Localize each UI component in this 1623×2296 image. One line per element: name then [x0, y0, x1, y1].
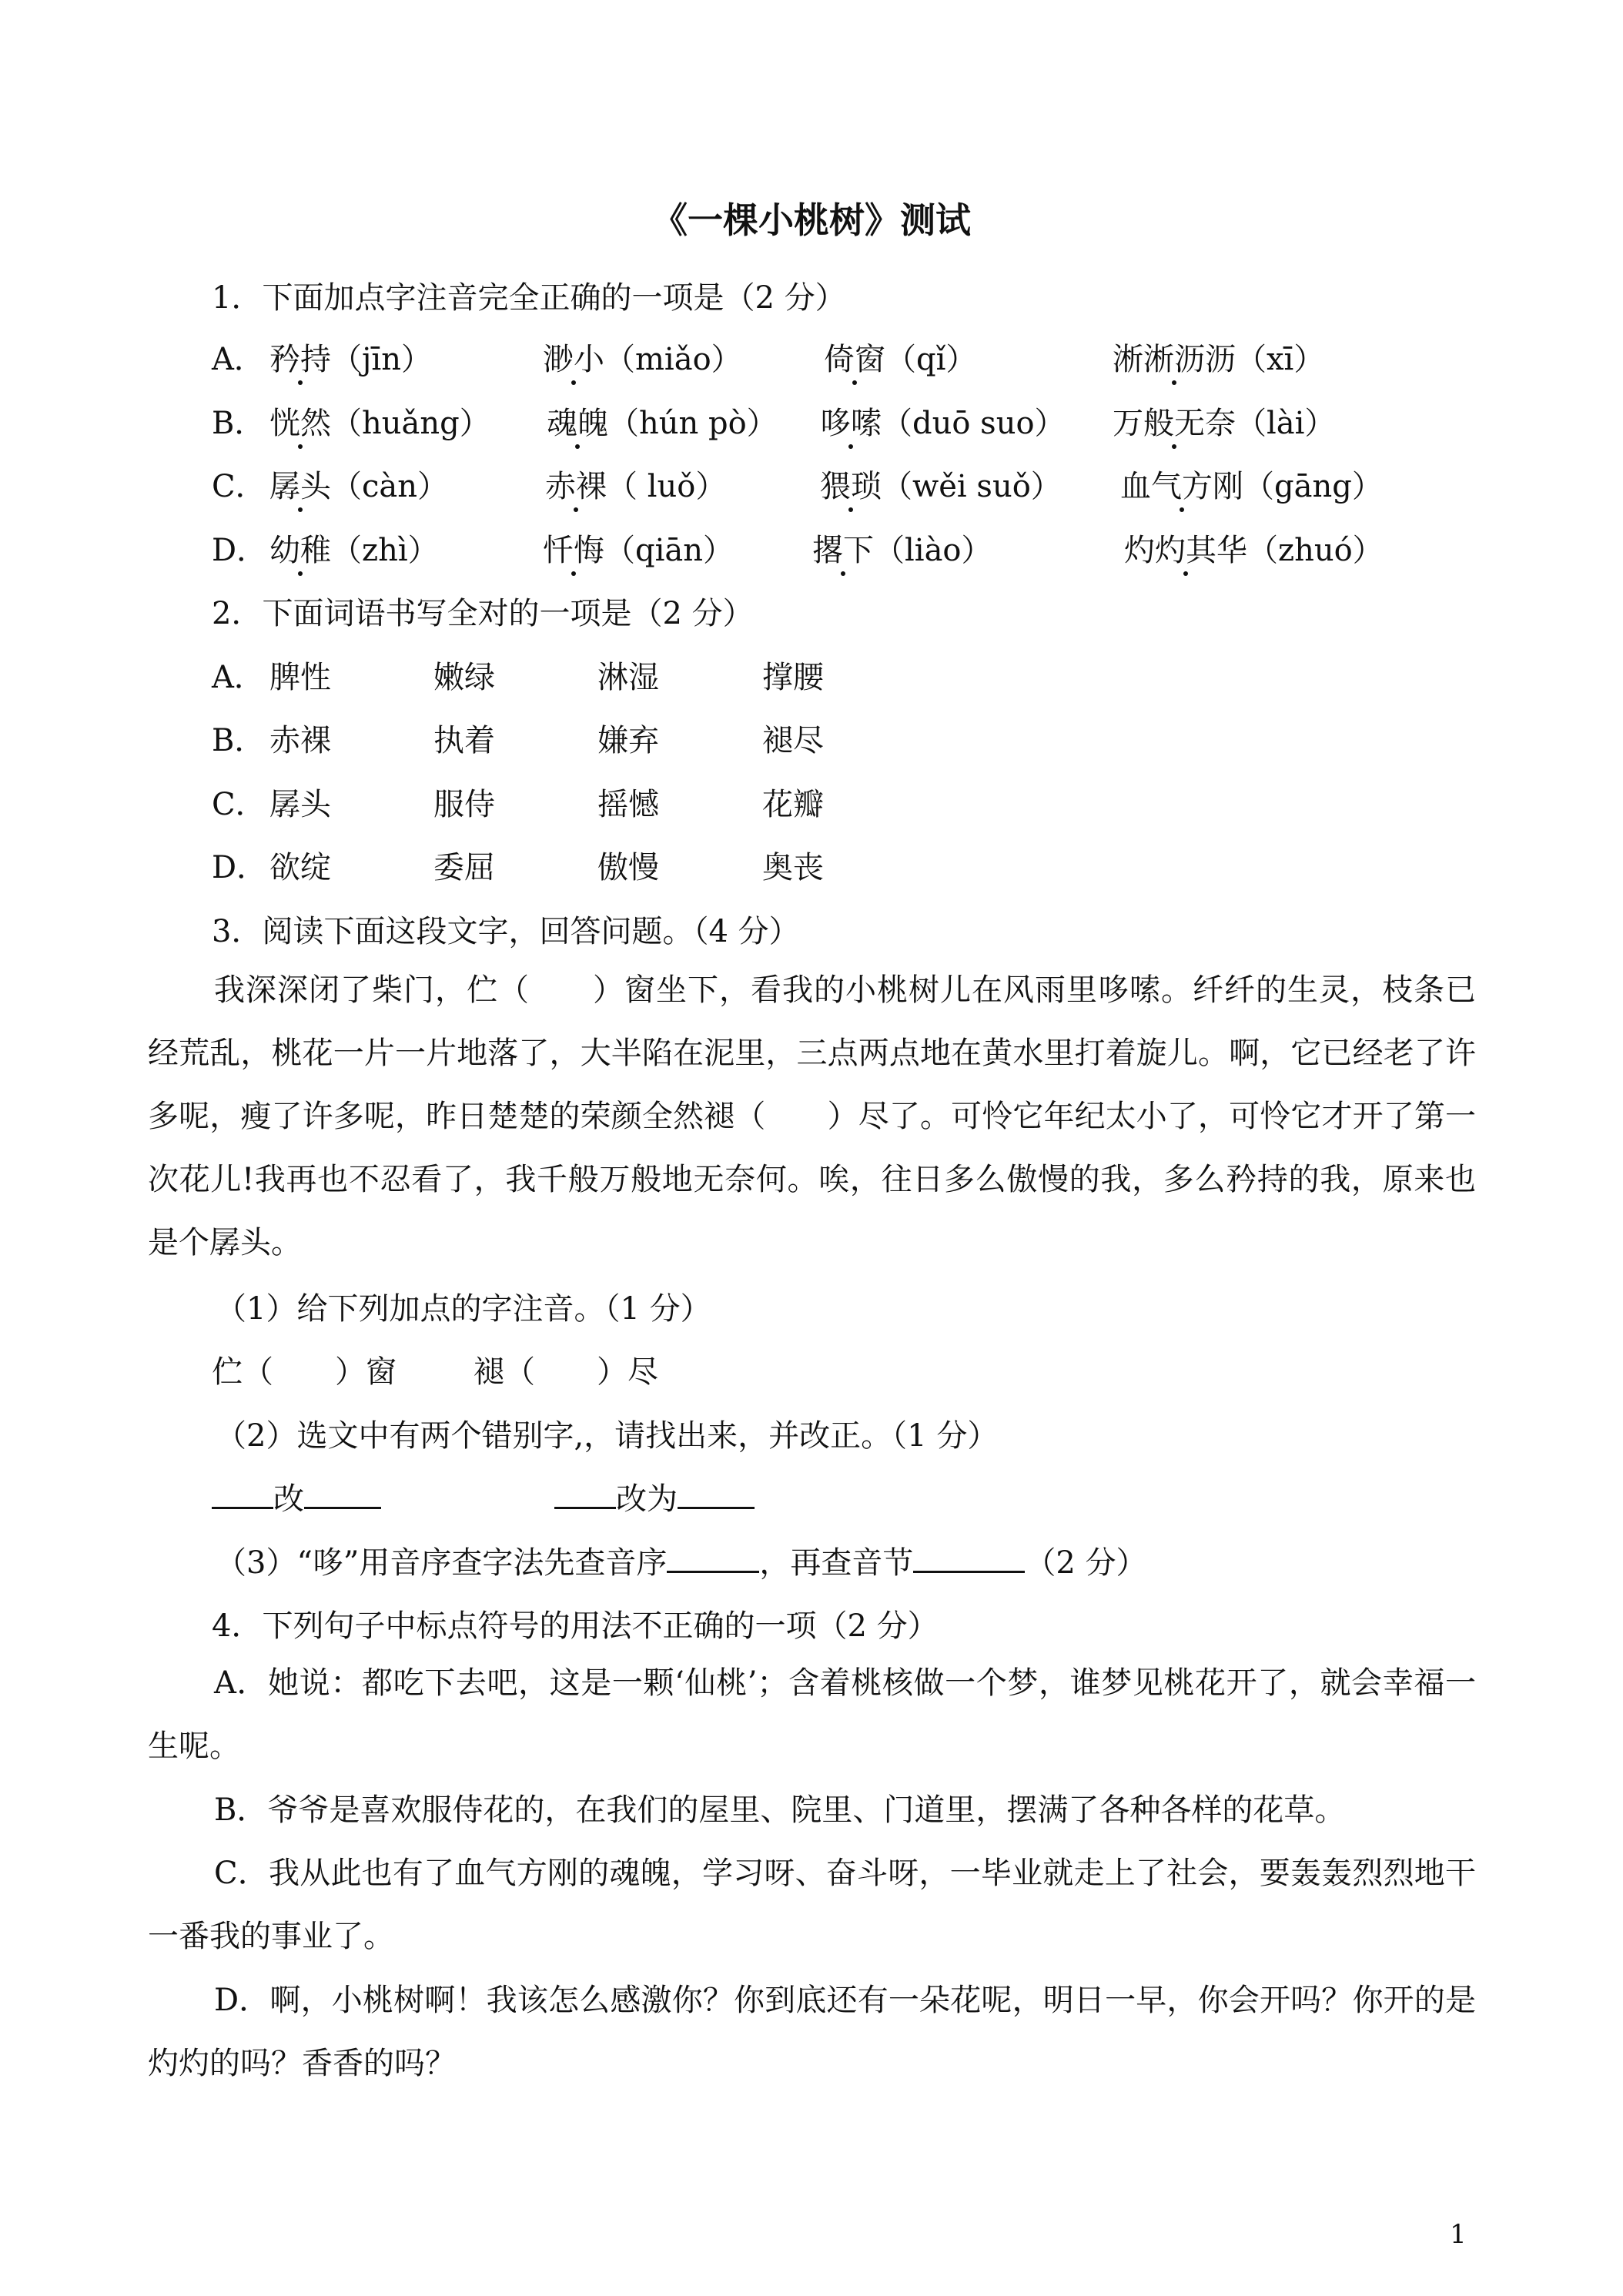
pinyin: （ luǒ）: [607, 469, 727, 504]
q2-option-b-label: B．: [212, 723, 266, 758]
q2-c-word-2: 服侍: [433, 787, 495, 822]
word: 忏悔: [543, 533, 604, 568]
q2-option-d-label: D．: [212, 850, 268, 885]
correction-word: 改: [273, 1481, 304, 1517]
q2-b-word-3: 嫌弃: [597, 723, 659, 758]
pinyin: （lài）: [1236, 406, 1336, 441]
q1-d-item-4: [1124, 526, 1384, 570]
option-label: D．: [212, 533, 268, 568]
q1-c-item-4: [1120, 462, 1383, 506]
pinyin: （qiān）: [604, 533, 735, 568]
answer-blank[interactable]: [212, 1481, 273, 1509]
q1-option-a: [212, 335, 265, 379]
sub3-text-mid: ，再查音节: [759, 1545, 914, 1581]
q1-a-item-3: [824, 335, 976, 379]
option-label: A．: [212, 342, 265, 377]
q2-d-word-2: 委屈: [433, 850, 495, 885]
q3-sub2: （2）选文中有两个错别字,，请找出来，并改正。（1 分）: [216, 1418, 999, 1454]
q2-c-word-3: 摇憾: [597, 787, 659, 822]
q4-option-a: A．她说：都吃下去吧，这是一颗‘仙桃’；含着桃核做一个梦，谁梦见桃花开了，就会幸福一生呢。: [148, 1665, 1476, 1764]
q1-c-item-3: [820, 462, 1062, 506]
answer-blank[interactable]: [554, 1481, 616, 1509]
answer-blank[interactable]: [667, 1545, 759, 1573]
word: 猥琐: [820, 469, 882, 504]
q2-option-c-label: C．: [212, 787, 266, 822]
q2-d-word-4: 奥丧: [762, 850, 824, 885]
word: 血气方刚: [1120, 469, 1243, 504]
pinyin: （miǎo）: [604, 342, 742, 377]
q3-sub2-correction-b: [554, 1474, 755, 1518]
q3-sub1-blank-b: 褪（ ）尽: [474, 1354, 658, 1390]
pinyin: （gāng）: [1243, 469, 1383, 504]
pinyin: （xī）: [1236, 342, 1325, 377]
q4-option-d: D．啊，小桃树啊！我该怎么感激你？你到底还有一朵花呢，明日一早，你会开吗？你开的是灼灼的吗？香香的吗？: [148, 1983, 1476, 2081]
reading-passage: 我深深闭了柴门，伫（ ）窗坐下，看我的小桃树儿在风雨里哆嗦。纤纤的生灵，枝条已经荒乱，桃花一片一片地落了，大半陷在泥里，三点两点地在黄水里打着旋儿。啊，它已经老了许多呢，瘦了许多呢，昨日楚楚的荣颜全然褪（ ）尽了。可怜它年纪太小了，可怜它才开了第一次花儿!我再也不忍看了，我千般万般地无奈何。唉，往日多么傲慢的我，多么矜持的我，原来也是个孱头。: [148, 972, 1476, 1260]
q3-sub1-blank-a: 伫（ ）窗: [212, 1354, 397, 1390]
q2-c-word-1: 孱头: [269, 787, 331, 822]
question-4-stem: 4．下列句子中标点符号的用法不正确的一项（2 分）: [212, 1608, 939, 1644]
word: 赤裸: [545, 469, 607, 504]
word: 孱头: [269, 469, 331, 504]
q2-a-word-4: 撑腰: [762, 660, 824, 695]
q4-option-b: B．爷爷是喜欢服侍花的，在我们的屋里、院里、门道里，摆满了各种各样的花草。: [214, 1792, 1346, 1828]
option-label: C．: [212, 469, 266, 504]
q1-b-item-1: [269, 399, 490, 443]
pinyin: （qǐ）: [885, 342, 977, 377]
q1-a-item-1: [269, 335, 432, 379]
word: 撂下: [812, 533, 874, 568]
word: 哆嗦: [820, 406, 882, 441]
answer-blank[interactable]: [678, 1481, 755, 1509]
pinyin: （càn）: [331, 469, 449, 504]
word: 恍然: [269, 406, 331, 441]
q2-b-word-1: 赤裸: [269, 723, 331, 758]
pinyin: （duō suo）: [882, 406, 1066, 441]
question-1-stem: 1．下面加点字注音完全正确的一项是（2 分）: [212, 280, 846, 316]
word: 矜持: [269, 342, 331, 377]
q1-d-item-3: [812, 526, 992, 570]
q4-option-c: C．我从此也有了血气方刚的魂魄，学习呀、奋斗呀，一毕业就走上了社会，要轰轰烈烈地干一番我的事业了。: [148, 1856, 1476, 1954]
word: 淅淅沥沥: [1113, 342, 1236, 377]
word: 倚窗: [824, 342, 885, 377]
sub3-text-end: （2 分）: [1025, 1545, 1147, 1581]
q2-a-word-1: 脾性: [269, 660, 331, 695]
sub3-text-start: （3）“哆”用音序查字法先查音序: [216, 1545, 668, 1581]
pinyin: （wěi suǒ）: [882, 469, 1062, 504]
q2-a-word-3: 淋湿: [597, 660, 659, 695]
q1-b-item-2: [547, 399, 778, 443]
word: 魂魄: [547, 406, 608, 441]
word: 幼稚: [269, 533, 331, 568]
pinyin: （zhuó）: [1247, 533, 1384, 568]
q1-d-item-1: [269, 526, 439, 570]
q3-sub2-correction-a: [212, 1474, 381, 1518]
q1-c-item-2: [545, 462, 726, 506]
option-label: B．: [212, 406, 266, 441]
q2-c-word-4: 花瓣: [762, 787, 824, 822]
q1-b-item-3: [820, 399, 1066, 443]
pinyin: （hún pò）: [608, 406, 778, 441]
answer-blank[interactable]: [913, 1545, 1025, 1573]
q2-a-word-2: 嫩绿: [433, 660, 495, 695]
q1-a-item-4: [1113, 335, 1324, 379]
word: 渺小: [543, 342, 604, 377]
q1-a-item-2: [543, 335, 742, 379]
answer-blank[interactable]: [304, 1481, 381, 1509]
page-title: 《一棵小桃树》测试: [652, 199, 971, 241]
q2-d-word-3: 傲慢: [597, 850, 659, 885]
question-2-stem: 2．下面词语书写全对的一项是（2 分）: [212, 596, 754, 631]
word: 万般无奈: [1113, 406, 1236, 441]
pinyin: （zhì）: [331, 533, 439, 568]
page-number: 1: [1450, 2219, 1467, 2250]
q1-option-c: [212, 462, 266, 506]
pinyin: （liào）: [874, 533, 992, 568]
q2-option-a-label: A．: [212, 660, 265, 695]
pinyin: （huǎng）: [331, 406, 490, 441]
q1-b-item-4: [1113, 399, 1335, 443]
q1-d-item-2: [543, 526, 734, 570]
q1-option-d: [212, 526, 267, 570]
q2-b-word-2: 执着: [433, 723, 495, 758]
q2-b-word-4: 褪尽: [762, 723, 824, 758]
q2-d-word-1: 欲绽: [269, 850, 331, 885]
q3-sub1: （1）给下列加点的字注音。（1 分）: [216, 1291, 711, 1327]
q3-sub3: [216, 1538, 1147, 1582]
pinyin: （jīn）: [331, 342, 432, 377]
q1-option-b: [212, 399, 265, 443]
word: 灼灼其华: [1124, 533, 1247, 568]
question-3-stem: 3．阅读下面这段文字，回答问题。（4 分）: [212, 914, 800, 949]
q1-c-item-1: [269, 462, 448, 506]
correction-word: 改为: [616, 1481, 678, 1517]
